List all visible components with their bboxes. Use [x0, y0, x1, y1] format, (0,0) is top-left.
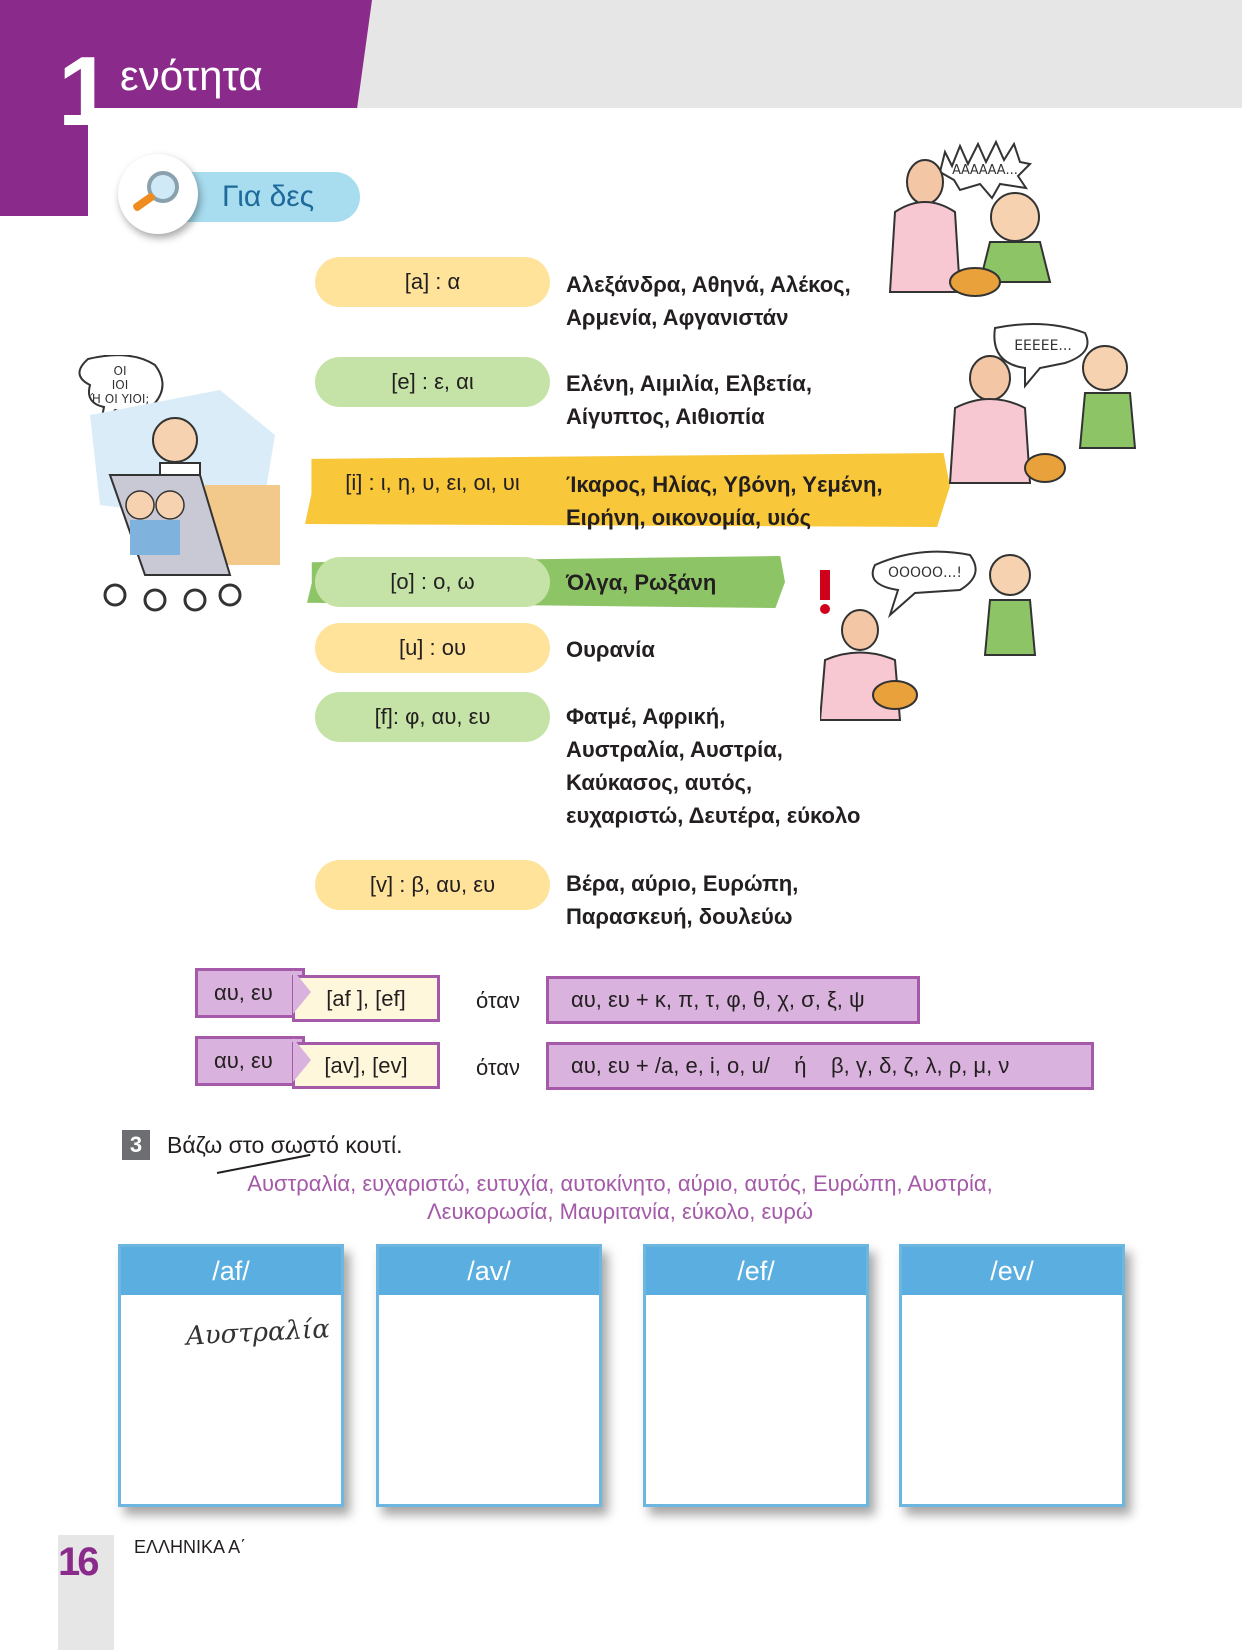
- examples-f-line1: Φατμέ, Αφρική,: [566, 704, 726, 729]
- exercise-title: Βάζω στο σωστό κουτί.: [167, 1132, 403, 1158]
- answer-box-ef-header: /ef/: [646, 1247, 866, 1295]
- phoneme-i: [i] : ι, η, υ, ει, οι, υι: [345, 470, 520, 495]
- page-number: 16: [58, 1540, 97, 1584]
- unit-label: ενότητα: [120, 52, 263, 99]
- phoneme-u: [u] : ου: [315, 623, 550, 673]
- examples-v: [566, 867, 798, 933]
- answer-box-ev-header: /ev/: [902, 1247, 1122, 1295]
- word-bank-line1: Αυστραλία, ευχαριστώ, ευτυχία, αυτοκίνητο, αύριο, αυτός, Ευρώπη, Αυστρία,: [247, 1171, 993, 1196]
- examples-v-line1: Βέρα, αύριο, Ευρώπη,: [566, 871, 799, 896]
- look-section-title: Για δες: [222, 180, 315, 213]
- examples-u: [566, 633, 655, 666]
- answer-box-av[interactable]: [376, 1244, 602, 1507]
- magnifier-icon: [118, 154, 198, 234]
- examples-a-line1: Αλεξάνδρα, Αθηνά, Αλέκος,: [566, 272, 851, 297]
- scientist-speech-line3: Ή ΟΙ ΥΙΟΙ;: [90, 392, 150, 406]
- header-divider: [88, 108, 393, 111]
- answer-box-af-header: /af/: [121, 1247, 341, 1295]
- phoneme-o: [o] : ο, ω: [315, 557, 550, 607]
- speech-eeeee: ΕΕΕΕΕ...: [1014, 338, 1072, 354]
- phoneme-e: [e] : ε, αι: [315, 357, 550, 407]
- rule2-when: όταν: [476, 1055, 521, 1080]
- examples-f: [566, 700, 860, 832]
- phoneme-v: [v] : β, αυ, ευ: [315, 860, 550, 910]
- word-bank-line2: Λευκορωσία, Μαυριτανία, εύκολο, ευρώ: [426, 1199, 814, 1224]
- rule1-when: όταν: [476, 988, 521, 1013]
- scientist-speech-line2: ΙΟΙ: [111, 378, 129, 392]
- examples-a-line2: Αρμενία, Αφγανιστάν: [566, 305, 789, 330]
- rule1-arrow: [293, 970, 311, 1014]
- rule1-digraph: αυ, ευ: [195, 968, 305, 1018]
- examples-f-line2: Αυστραλία, Αυστρία,: [566, 737, 783, 762]
- examples-o-line1: Όλγα, Ρωξάνη: [566, 570, 717, 595]
- examples-i-line1: Ίκαρος, Ηλίας, Υβόνη, Υεμένη,: [566, 472, 883, 497]
- phoneme-f: [f]: φ, αυ, ευ: [315, 692, 550, 742]
- examples-f-line4: ευχαριστώ, Δευτέρα, εύκολο: [566, 803, 861, 828]
- phoneme-a: [a] : α: [315, 257, 550, 307]
- woman-dog-cartoon-3: [820, 545, 1055, 730]
- scientist-speech-line1: ΟΙ: [113, 364, 127, 378]
- book-title: ΕΛΛΗΝΙΚΑ Α΄: [134, 1537, 247, 1557]
- examples-a: [566, 268, 851, 334]
- scientist-cartoon: [70, 355, 285, 625]
- speech-ooooo: ΟΟΟΟΟ...!: [887, 565, 963, 581]
- woman-dog-cartoon-2: [945, 318, 1175, 503]
- rule2-sound: [av], [ev]: [292, 1042, 440, 1089]
- handwritten-example: Αυστραλία: [185, 1314, 331, 1352]
- answer-box-ev[interactable]: [899, 1244, 1125, 1507]
- examples-i: [566, 468, 883, 534]
- rule2-arrow: [293, 1038, 311, 1082]
- rule2-condition: αυ, ευ + /a, e, i, o, u/ ή β, γ, δ, ζ, λ, ρ, μ, ν: [546, 1042, 1094, 1090]
- examples-u-line1: Ουρανία: [566, 637, 655, 662]
- answer-box-af[interactable]: [118, 1244, 344, 1507]
- speech-aaaaaa: ΑΑΑΑΑΑ...: [952, 163, 1018, 178]
- exercise-number: 3: [122, 1130, 150, 1160]
- look-icon-circle: [118, 154, 198, 234]
- examples-o: [566, 566, 716, 599]
- examples-v-line2: Παρασκευή, δουλεύω: [566, 904, 793, 929]
- examples-f-line3: Καύκασος, αυτός,: [566, 770, 753, 795]
- woman-dog-cartoon-1: [880, 132, 1120, 322]
- examples-e-line2: Αίγυπτος, Αιθιοπία: [566, 404, 765, 429]
- answer-box-av-header: /av/: [379, 1247, 599, 1295]
- header-grey-band: [355, 0, 1242, 108]
- examples-i-line2: Ειρήνη, οικονομία, υιός: [566, 505, 812, 530]
- rule2-digraph: αυ, ευ: [195, 1036, 305, 1086]
- unit-number: 1: [58, 36, 109, 146]
- exercise-word-bank: [200, 1170, 1040, 1226]
- examples-e-line1: Ελένη, Αιμιλία, Ελβετία,: [566, 371, 812, 396]
- answer-box-ef[interactable]: [643, 1244, 869, 1507]
- rule1-condition: αυ, ευ + κ, π, τ, φ, θ, χ, σ, ξ, ψ: [546, 976, 920, 1024]
- examples-e: [566, 367, 812, 433]
- rule1-sound: [af ], [ef]: [292, 975, 440, 1022]
